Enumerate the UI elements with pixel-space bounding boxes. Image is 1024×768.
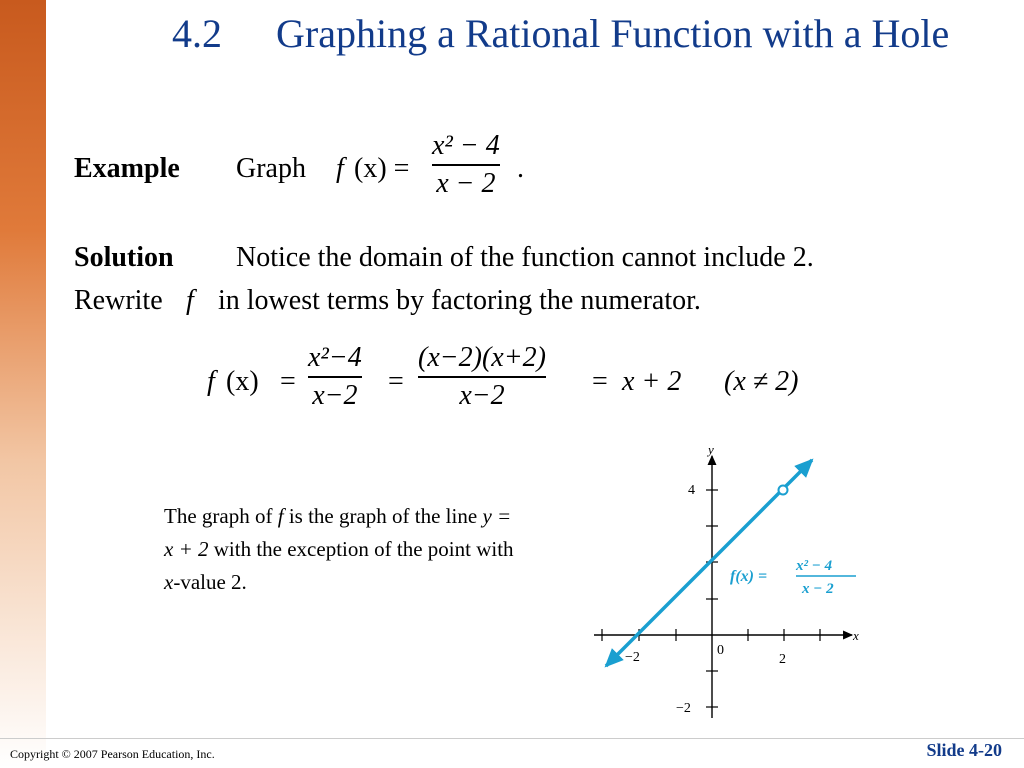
solution-label: Solution — [74, 242, 174, 273]
origin-label: 0 — [717, 643, 724, 658]
example-fraction — [432, 130, 500, 200]
caption-part-4: -value 2. — [173, 570, 247, 594]
caption-part-1: The graph of — [164, 504, 273, 528]
solution-line2-post: in lowest terms by factoring the numerator. — [218, 285, 701, 316]
y-tick-label-neg2: −2 — [676, 701, 691, 716]
equation-fraction-1 — [308, 342, 362, 412]
caption-x: x — [164, 570, 174, 594]
equation-result: x + 2 — [622, 366, 682, 397]
solution-line1: Notice the domain of the function cannot include 2. — [236, 242, 814, 273]
left-decorative-bar — [0, 0, 46, 768]
fraction-bar — [432, 164, 500, 166]
solution-line2-pre: Rewrite — [74, 285, 163, 316]
slide-number: Slide 4-20 — [926, 740, 1002, 760]
equation-denominator-2: x−2 — [459, 379, 505, 411]
example-arg: (x) = — [354, 153, 410, 184]
section-number: 4.2 — [172, 11, 222, 56]
footer-divider — [0, 738, 1024, 739]
equation-lhs-arg: (x) — [226, 366, 259, 397]
equation-numerator-2: (x−2)(x+2) — [418, 342, 546, 373]
legend-f: f(x) = — [730, 568, 768, 585]
equation-denominator-1: x−2 — [312, 379, 358, 411]
graph-caption — [164, 500, 514, 599]
example-period: . — [517, 153, 524, 184]
example-numerator: x² − 4 — [432, 130, 500, 161]
fraction-bar — [418, 376, 546, 378]
equation-equals-1: = — [280, 366, 296, 397]
caption-part-3: with the exception of the point with — [213, 537, 514, 561]
example-denominator: x − 2 — [436, 167, 496, 199]
caption-part-2: is the graph of the line — [288, 504, 478, 528]
graph-formula-legend — [730, 558, 856, 597]
caption-equation: y = x + 2 — [164, 504, 512, 561]
caption-f: f — [277, 504, 284, 528]
legend-numerator: x² − 4 — [796, 558, 833, 574]
copyright-text: Copyright © 2007 Pearson Education, Inc. — [10, 747, 215, 761]
equation-fraction-2 — [418, 342, 546, 412]
x-axis-label: x — [853, 628, 859, 643]
example-graph-word: Graph — [236, 153, 306, 184]
equation-equals-3: = — [592, 366, 608, 397]
equation-lhs-f: f — [207, 366, 215, 397]
example-f: f — [336, 153, 344, 184]
equation-equals-2: = — [388, 366, 404, 397]
function-graph — [580, 440, 880, 730]
y-tick-label-4: 4 — [688, 483, 695, 498]
solution-line2-f: f — [186, 285, 194, 316]
equation-numerator-1: x²−4 — [308, 342, 362, 373]
legend-denominator: x − 2 — [802, 581, 834, 597]
fraction-bar — [308, 376, 362, 378]
y-axis-label: y — [708, 442, 714, 457]
example-label: Example — [74, 153, 180, 184]
x-tick-label-neg2: −2 — [625, 650, 640, 665]
x-tick-label-2: 2 — [779, 652, 786, 667]
hole-point — [779, 486, 788, 495]
equation-condition: (x ≠ 2) — [724, 366, 799, 397]
slide-title: Graphing a Rational Function with a Hole — [276, 11, 950, 56]
